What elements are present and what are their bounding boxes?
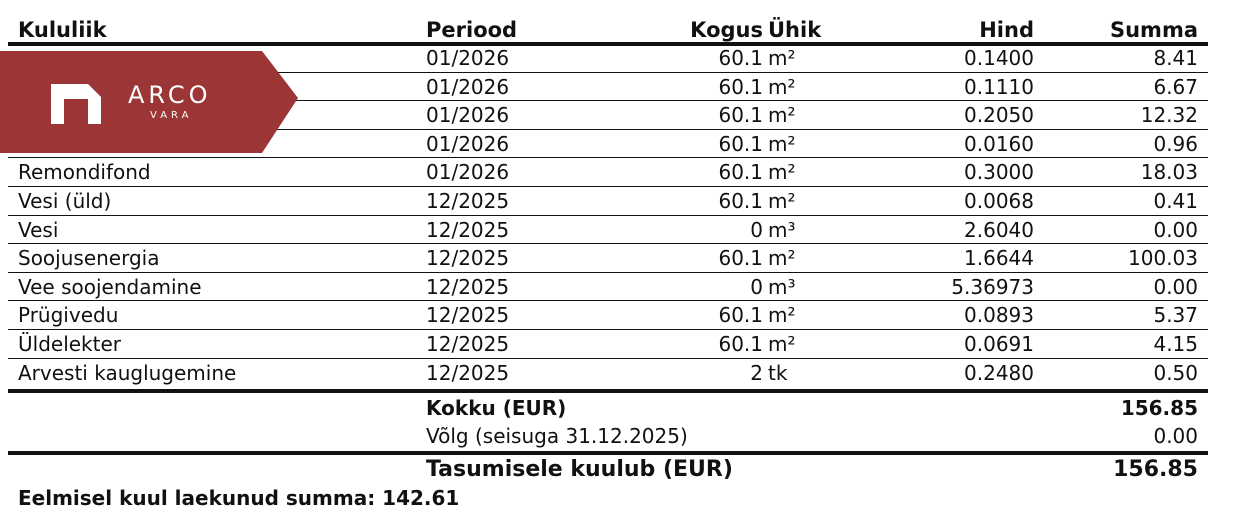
header-hind: Hind — [979, 18, 1034, 42]
cell-unit: m² — [768, 303, 796, 328]
cell-sum: 0.41 — [1153, 189, 1198, 213]
cell-name: Arvesti kauglugemine — [18, 360, 237, 385]
header-kululiik: Kululiik — [18, 18, 107, 42]
table-row — [8, 244, 1208, 273]
cell-qty: 60.1 — [718, 246, 763, 271]
cell-sum: 18.03 — [1140, 160, 1198, 185]
cell-name: Soojusenergia — [18, 246, 160, 271]
cell-sum: 0.50 — [1153, 360, 1198, 385]
arco-vara-logo — [0, 51, 298, 153]
cell-price: 0.0691 — [964, 332, 1034, 356]
cell-price: 0.0068 — [964, 189, 1034, 213]
cell-name: Vesi (üld) — [18, 189, 112, 213]
table-row — [8, 273, 1208, 302]
table-row — [8, 158, 1208, 187]
cell-name: Vesi — [18, 217, 59, 242]
cell-sum: 12.32 — [1140, 103, 1198, 128]
cell-sum: 5.37 — [1153, 303, 1198, 328]
previous-payment-note: Eelmisel kuul laekunud summa: 142.61 — [18, 486, 460, 510]
cell-price: 0.1400 — [964, 46, 1034, 70]
cell-sum: 4.15 — [1153, 332, 1198, 356]
cell-unit: m² — [768, 332, 796, 356]
debt-value: 0.00 — [1153, 424, 1198, 448]
cell-period: 01/2026 — [426, 46, 510, 70]
cell-sum: 100.03 — [1128, 246, 1198, 271]
cell-sum: 6.67 — [1153, 74, 1198, 99]
logo-subtitle: VARA — [150, 110, 193, 121]
cell-period: 01/2026 — [426, 131, 510, 156]
cell-qty: 60.1 — [718, 103, 763, 128]
cell-period: 12/2025 — [426, 303, 510, 328]
cell-unit: m² — [768, 246, 796, 271]
cell-qty: 0 — [750, 274, 763, 299]
cell-period: 01/2026 — [426, 160, 510, 185]
cell-qty: 60.1 — [718, 189, 763, 213]
cell-qty: 60.1 — [718, 46, 763, 70]
table-header — [8, 18, 1208, 44]
total-value: 156.85 — [1120, 396, 1198, 420]
payable-divider — [8, 451, 1208, 455]
cell-period: 01/2026 — [426, 74, 510, 99]
cell-unit: tk — [768, 360, 788, 385]
total-label: Kokku (EUR) — [426, 396, 567, 420]
cell-price: 0.0160 — [964, 131, 1034, 156]
cell-price: 0.1110 — [964, 74, 1034, 99]
debt-label: Võlg (seisuga 31.12.2025) — [426, 424, 688, 448]
cell-period: 12/2025 — [426, 217, 510, 242]
cell-sum: 0.00 — [1153, 217, 1198, 242]
cell-unit: m² — [768, 103, 796, 128]
cell-qty: 60.1 — [718, 131, 763, 156]
payable-value: 156.85 — [1113, 457, 1198, 482]
cell-name: Vee soojendamine — [18, 274, 202, 299]
logo-wordmark: ARCO — [128, 81, 212, 109]
cell-price: 0.2050 — [964, 103, 1034, 128]
cell-unit: m³ — [768, 217, 796, 242]
cell-price: 0.0893 — [964, 303, 1034, 328]
cell-period: 12/2025 — [426, 360, 510, 385]
header-kogus: Kogus — [690, 18, 763, 42]
cell-sum: 8.41 — [1153, 46, 1198, 70]
cell-period: 12/2025 — [426, 332, 510, 356]
cell-unit: m² — [768, 160, 796, 185]
cell-price: 0.2480 — [964, 360, 1034, 385]
cell-period: 12/2025 — [426, 274, 510, 299]
cell-qty: 60.1 — [718, 160, 763, 185]
cell-unit: m² — [768, 74, 796, 99]
cell-qty: 60.1 — [718, 303, 763, 328]
header-periood: Periood — [426, 18, 518, 42]
cell-name: Üldelekter — [18, 332, 122, 356]
cell-qty: 60.1 — [718, 332, 763, 356]
totals-divider — [8, 389, 1208, 393]
cell-qty: 60.1 — [718, 74, 763, 99]
cell-price: 2.6040 — [964, 217, 1034, 242]
cell-price: 0.3000 — [964, 160, 1034, 185]
cell-name: Remondifond — [18, 160, 151, 185]
cell-unit: m² — [768, 131, 796, 156]
table-row — [8, 216, 1208, 245]
cell-unit: m² — [768, 189, 796, 213]
cell-price: 5.36973 — [951, 274, 1034, 299]
cell-qty: 2 — [750, 360, 763, 385]
cell-qty: 0 — [750, 217, 763, 242]
cell-sum: 0.96 — [1153, 131, 1198, 156]
table-row — [8, 330, 1208, 359]
cell-period: 12/2025 — [426, 246, 510, 271]
header-uhik: Ühik — [768, 18, 822, 42]
table-row — [8, 187, 1208, 216]
cell-unit: m² — [768, 46, 796, 70]
cell-name: Prügivedu — [18, 303, 119, 328]
cell-period: 01/2026 — [426, 103, 510, 128]
cell-price: 1.6644 — [964, 246, 1034, 271]
payable-label: Tasumisele kuulub (EUR) — [426, 457, 733, 482]
table-row — [8, 359, 1208, 388]
header-summa: Summa — [1109, 18, 1198, 42]
table-row — [8, 301, 1208, 330]
cell-unit: m³ — [768, 274, 796, 299]
cell-period: 12/2025 — [426, 189, 510, 213]
cell-sum: 0.00 — [1153, 274, 1198, 299]
